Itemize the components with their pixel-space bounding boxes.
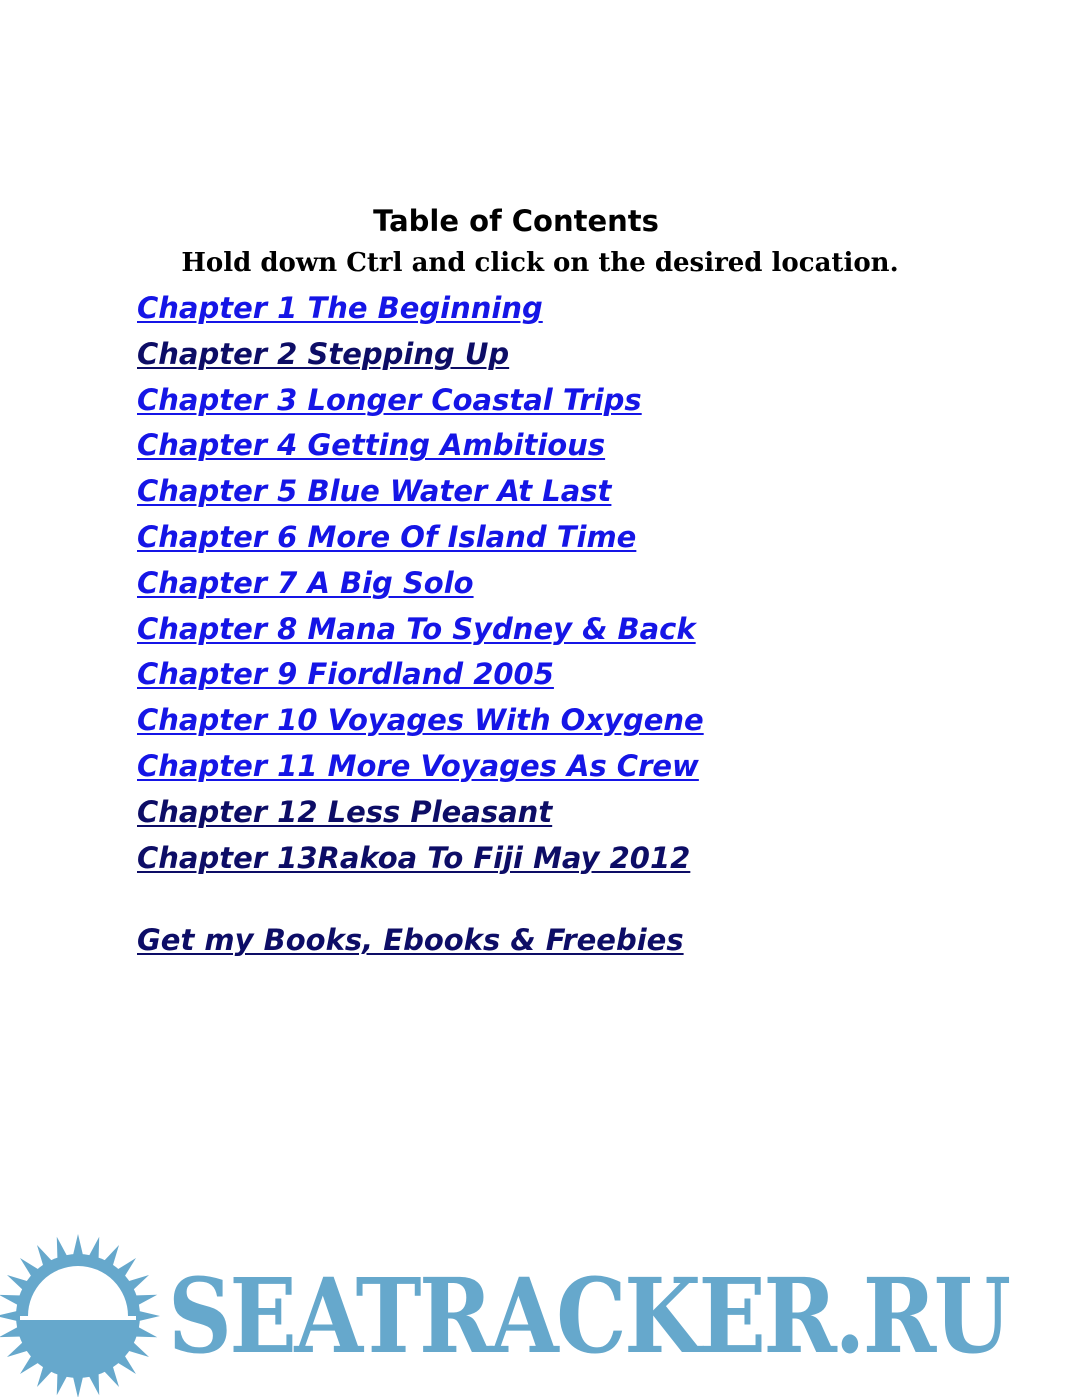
chapter-link-12[interactable]: Chapter 12 Less Pleasant bbox=[137, 794, 553, 829]
chapter-link-3[interactable]: Chapter 3 Longer Coastal Trips bbox=[137, 382, 642, 417]
page-title: Table of Contents bbox=[373, 204, 659, 238]
chapter-link-10[interactable]: Chapter 10 Voyages With Oxygene bbox=[137, 703, 704, 738]
watermark bbox=[0, 1232, 1080, 1397]
watermark-text: SEATRACKER.RU bbox=[168, 1256, 1009, 1377]
instructions-text: Hold down Ctrl and click on the desired location. bbox=[181, 248, 899, 278]
chapter-link-11[interactable]: Chapter 11 More Voyages As Crew bbox=[137, 748, 699, 783]
chapter-link-1[interactable]: Chapter 1 The Beginning bbox=[137, 291, 543, 325]
chapter-link-8[interactable]: Chapter 8 Mana To Sydney & Back bbox=[137, 611, 696, 646]
chapter-link-6[interactable]: Chapter 6 More Of Island Time bbox=[137, 519, 637, 554]
chapter-link-5[interactable]: Chapter 5 Blue Water At Last bbox=[137, 474, 612, 509]
sun-over-sea-icon bbox=[0, 1232, 165, 1397]
chapter-link-2[interactable]: Chapter 2 Stepping Up bbox=[137, 336, 510, 371]
chapter-link-13[interactable]: Chapter 13Rakoa To Fiji May 2012 bbox=[137, 840, 691, 875]
chapter-link-7[interactable]: Chapter 7 A Big Solo bbox=[137, 565, 474, 600]
books-link[interactable]: Get my Books, Ebooks & Freebies bbox=[137, 923, 684, 957]
chapter-list bbox=[137, 286, 704, 881]
chapter-link-9[interactable]: Chapter 9 Fiordland 2005 bbox=[137, 657, 554, 692]
chapter-link-4[interactable]: Chapter 4 Getting Ambitious bbox=[137, 428, 606, 463]
